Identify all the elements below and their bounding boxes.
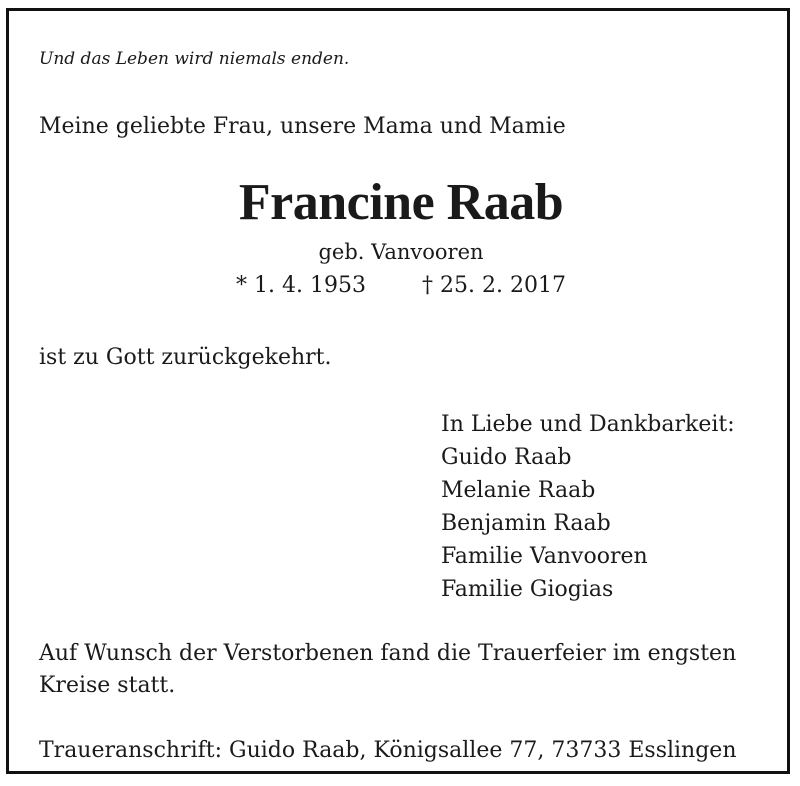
intro-line: Meine geliebte Frau, unsere Mama und Mamie: [39, 114, 566, 139]
statement-line: ist zu Gott zurückgekehrt.: [39, 345, 332, 370]
mourners-heading: In Liebe und Dankbarkeit:: [441, 412, 735, 437]
obituary-frame: [6, 8, 790, 774]
funeral-notice: Auf Wunsch der Verstorbenen fand die Trauerfeier im engsten Kreise statt.: [39, 641, 737, 698]
mourners-block: [441, 408, 735, 606]
maiden-name: geb. Vanvooren: [318, 240, 484, 264]
mourning-address: Traueranschrift: Guido Raab, Königsallee 77, 73733 Esslingen: [39, 738, 737, 763]
life-dates: [9, 273, 793, 298]
mourner-name: Familie Vanvooren: [441, 544, 648, 569]
mourner-name: Familie Giogias: [441, 577, 614, 602]
mourner-name: Benjamin Raab: [441, 511, 611, 536]
mourner-name: Guido Raab: [441, 445, 572, 470]
mourner-name: Melanie Raab: [441, 478, 596, 503]
deceased-name: Francine Raab: [238, 174, 564, 231]
birth-date: * 1. 4. 1953: [236, 273, 366, 298]
death-date: † 25. 2. 2017: [422, 273, 566, 298]
motto-line: Und das Leben wird niemals enden.: [39, 49, 350, 69]
